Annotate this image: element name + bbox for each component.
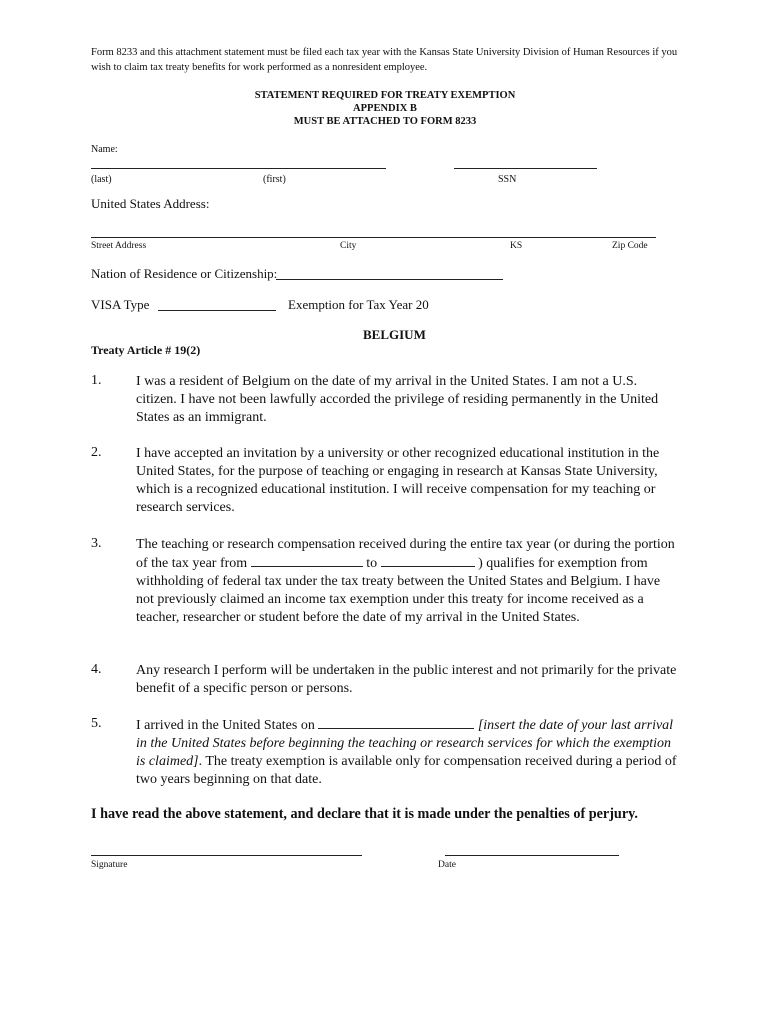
date-input-line[interactable] — [445, 855, 619, 856]
declaration: I have read the above statement, and declare that it is made under the penalties of perjury. — [91, 806, 638, 822]
statement-title: STATEMENT REQUIRED FOR TREATY EXEMPTION — [254, 90, 516, 101]
ssn-label: SSN — [498, 174, 517, 185]
item-3-text — [136, 536, 681, 627]
item-3-text-c: ) qualifies for exemption from withholding of federal tax under the tax treaty between the United States and Belgium. I have not previously claimed an income tax exemption under this treaty for income received as a teacher, researcher or student before the date of my arrival in the United States. — [136, 556, 661, 625]
street-address-label: Street Address — [91, 241, 147, 251]
appendix-label: APPENDIX B — [353, 103, 417, 114]
exemption-year-label: Exemption for Tax Year 20 — [288, 297, 429, 312]
country-heading: BELGIUM — [363, 327, 426, 342]
arrival-date-input[interactable] — [318, 716, 474, 729]
zip-code-label: Zip Code — [612, 241, 648, 251]
date-label: Date — [438, 860, 456, 870]
item-5-italic-instruction: [insert the date of your last arrival in the United States before beginning the teaching or research services for which the exemption is claimed] — [136, 718, 674, 769]
item-3-text-b: to — [366, 556, 378, 571]
item-number: 3. — [91, 536, 102, 551]
period-start-input[interactable] — [251, 554, 363, 567]
item-1-text: I was a resident of Belgium on the date of my arrival in the United States. I am not a U.S. citizen. I have not been lawfully accorded the privilege of residing permanently in the United States as an immigrant. — [136, 374, 659, 425]
address-label: United States Address: — [91, 196, 210, 211]
intro-text: Form 8233 and this attachment statement must be filed each tax year with the Kansas State University Division of Human Resources if you wish to claim tax treaty benefits for work performed as a nonresident employee. — [91, 47, 678, 73]
first-name-label: (first) — [263, 174, 286, 185]
item-5-text-a: I arrived in the United States on — [136, 718, 315, 733]
attach-notice: MUST BE ATTACHED TO FORM 8233 — [293, 116, 477, 127]
nation-label: Nation of Residence or Citizenship: — [91, 266, 278, 281]
item-5-text — [136, 716, 681, 789]
signature-input-line[interactable] — [91, 855, 362, 856]
name-label: Name: — [91, 144, 118, 155]
treaty-article: Treaty Article # 19(2) — [91, 343, 201, 357]
state-label: KS — [510, 241, 523, 251]
item-3-text-a: The teaching or research compensation received during the entire tax year (or during the portion of the tax year from — [136, 537, 675, 571]
item-number: 5. — [91, 716, 102, 731]
last-name-label: (last) — [91, 174, 112, 185]
city-label: City — [340, 241, 357, 251]
signature-label: Signature — [91, 860, 128, 870]
item-number: 4. — [91, 662, 102, 677]
visa-type-label: VISA Type — [91, 297, 150, 312]
nation-input-line[interactable] — [276, 279, 503, 280]
name-input-line[interactable] — [91, 168, 386, 169]
item-5-text-b: . The treaty exemption is available only for compensation received during a period of two years beginning on that date. — [136, 754, 677, 787]
item-number: 1. — [91, 373, 102, 388]
visa-type-input-line[interactable] — [158, 310, 276, 311]
period-end-input[interactable] — [381, 554, 475, 567]
ssn-input-line[interactable] — [454, 168, 597, 169]
address-input-line[interactable] — [91, 237, 656, 238]
item-4-text: Any research I perform will be undertaken in the public interest and not primarily for the private benefit of a specific person or persons. — [136, 663, 677, 696]
item-2-text: I have accepted an invitation by a university or other recognized educational institution in the United States, for the purpose of teaching or engaging in research at Kansas State University, which is a recognized educational institution. I will receive compensation for my teaching or research services. — [136, 446, 660, 515]
item-number: 2. — [91, 445, 102, 460]
